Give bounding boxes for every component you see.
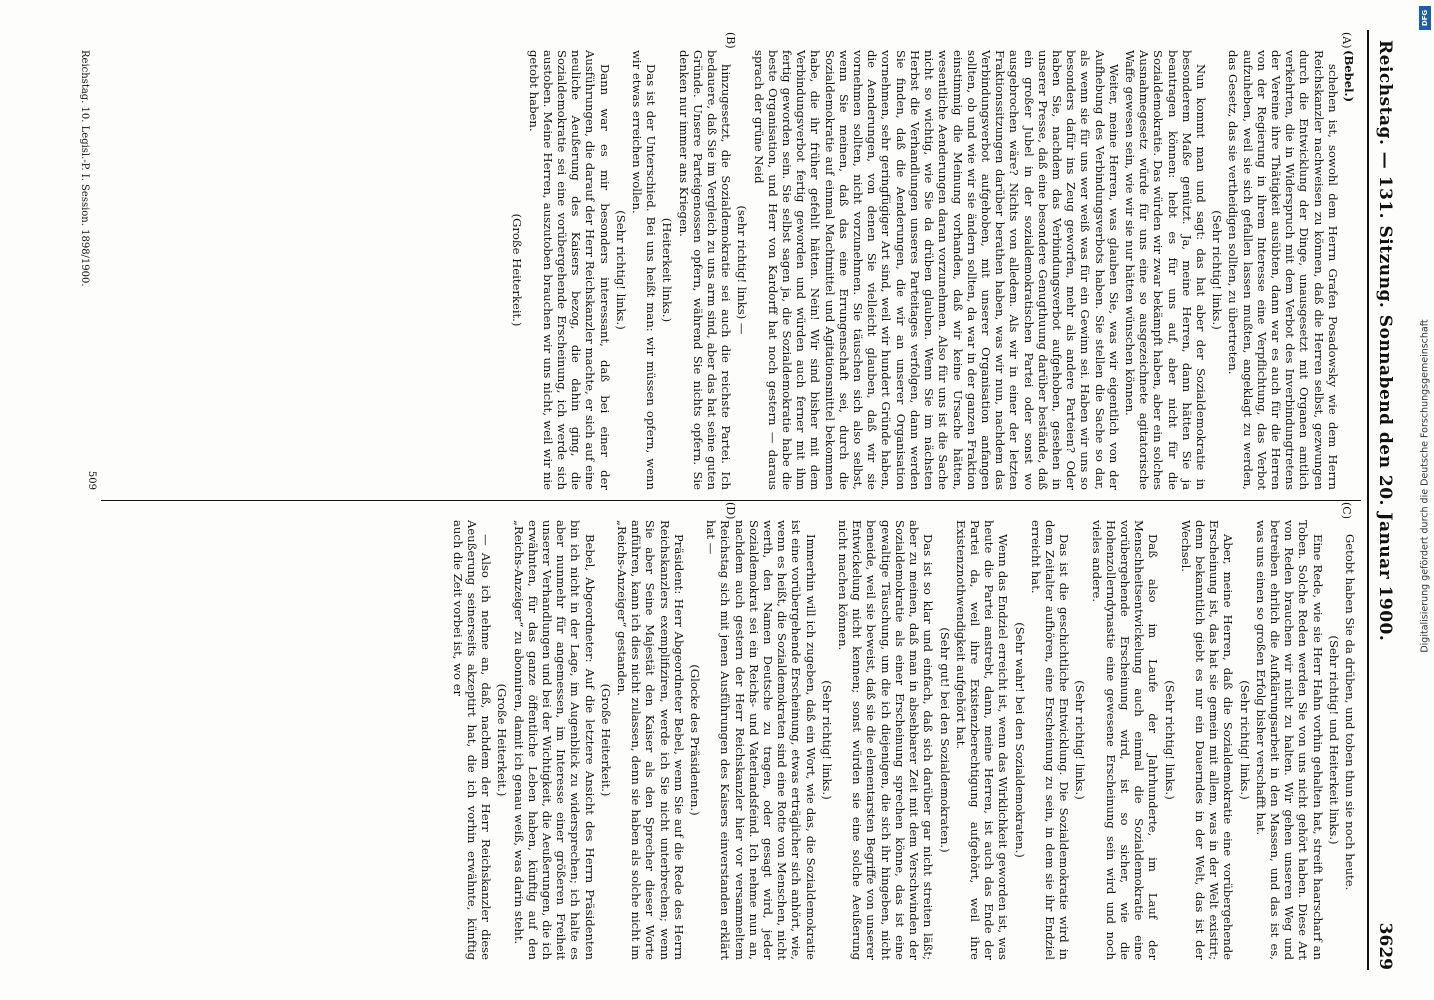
interjection: (Glocke des Präsidenten.) <box>688 664 703 816</box>
paragraph: Getobt haben Sie da drüben, und toben thun sie noch heute. <box>1343 534 1357 891</box>
interjection: (Große Heiterkeit.) <box>598 683 613 797</box>
page-number: 3629 <box>1375 922 1395 970</box>
interjection: (Sehr richtig! links.) <box>1162 680 1177 800</box>
column-divider <box>101 500 1361 501</box>
paragraph: Das ist so klar und einfach, daß sich darüber gar nicht streiten läßt; aber zu meinen, daß man in absehbarer Zeit mit dem Verschwinden der Sozialdemokratie als einer Erscheinung sprechen könne, das ist eine gewaltige Täuschung, um die ich diejenigen, die sich ihr hingeben, nicht beneide, weil sie beweist, daß sie die elementarsten Begriffe von unserer Entwickelung nicht kennen; sonst würden sie eine solche Aeußerung nicht machen können. <box>836 520 936 960</box>
paragraph: Präsident: Herr Abgeordneter Bebel, wenn Sie auf die Rede des Herrn Reichskanzlers exemplifiziren, werde ich Sie nicht unterbrechen; wenn Sie aber Seine Majestät den Kaiser als den Sprecher dieser Worte anführen, kann ich dies nicht zulassen, denn sie haben als solche nicht im „Reichs-Anzeiger“ gestanden. <box>615 520 686 960</box>
signature-line <box>77 50 97 490</box>
paragraph: — Also ich nehme an, daß, nachdem der Herr Reichskanzler diese Aeußerung seinerseits akzeptirt hat, die ich vorhin erwähnte, künftig auch die Zeit vorbei ist, wo er <box>450 520 494 960</box>
header-title: Reichstag. — 131. Sitzung. Sonnabend den 20. Januar 1900. <box>1375 40 1395 642</box>
paragraph: Dann war es mir besonders interessant, daß bei einer der Ausführungen, die darauf der Herr Reichskanzler machte, er sich auf eine neuliche Aeußerung des Kaisers bezog, die dahin ging, die Sozialdemokratie sei eine vorübergehende Erscheinung, ich werde sich austoben. Meine Herren, auszutoben brauchen wir uns nicht, weil wir nie getobt haben. <box>526 50 612 490</box>
interjection: (Sehr richtig! links.) <box>1073 680 1088 800</box>
interjection: (Große Heiterkeit.) <box>510 213 525 327</box>
signature-number: 509 <box>86 470 97 490</box>
margin-letter-d: (D) <box>724 502 737 520</box>
paragraph: Daß also im Laufe der Jahrhunderte, im Lauf der Menschheitsentwickelung auch einmal die Sozialdemokratie eine vorübergehende Erscheinung wird, ist so sicher, wie die Hohenzollerndynastie eine gewesene Erscheinung sein wird und noch vieles andere. <box>1089 520 1161 960</box>
paragraph: Wenn das Endziel erreicht ist, wenn das Wirklichkeit geworden ist, was heute die Partei anstrebt, dann, meine Herren, ist auch das Ende der Partei da, weil ihre Existenzberechtigung aufgehört, weil ihre Existenznothwendigkeit aufgehört hat. <box>953 520 1011 960</box>
column-right <box>107 520 1357 960</box>
margin-letter-c: (C) <box>1340 502 1353 519</box>
margin-letter-b: (B) <box>724 32 737 49</box>
dfg-credit-text: Digitalisierung gefördert durch die Deutsche Forschungsgemeinschaft <box>1419 319 1431 653</box>
paragraph: Bebel, Abgeordneter: Auf die letztere Ansicht des Herrn Präsidenten bin ich nicht in der Lage, im Augenblick zu widersprechen; ich halte es aber nunmehr für angemessen, im Interesse einer größeren Freiheit unserer Verhandlungen und bei der Wichtigkeit, die Aeußerungen, die ich erwähnten, für das ganze öffentliche Leben haben, künftig auf den „Reichs-Anzeiger“ zu abonniren, damit ich genau weiß, was darin steht. <box>511 520 597 960</box>
interjection: (Sehr richtig! links.) <box>1210 210 1225 330</box>
interjection: (Sehr wahr! bei den Sozialdemokraten.) <box>1012 622 1027 858</box>
paragraph: schehen ist, sowohl dem Herrn Grafen Posadowsky wie dem Herrn Reichskanzler nachweisen zu können, daß die Herren selbst, gezwungen durch die Entwicklung der Dinge, unausgesetzt mit Organen amtlich verkehrten, die in Widerspruch mit dem Verbot des Inverbindungtretens der Vereine ihre Thätigkeit ausübten, dann war es auch für die Herren von der Regierung in ihrem Interesse eine Verpflichtung, das Verbot aufzuheben, weil sie sich gefallen lassen mußten, angeklagt zu werden, das Gesetz, das sie vertheidigen sollten, zu übertreten. <box>1226 50 1340 490</box>
margin-letter-a: (A) <box>1340 32 1353 49</box>
speaker-name: (Bebel.) <box>1342 50 1356 103</box>
paragraph: hinzugesetzt, die Sozialdemokratie sei auch die reichste Partei. Ich bedauere, daß Sie im Vergleich zu uns arm sind, aber das hat seine guten Gründe. Unsere Parteigenossen opfern, während Sie nichts opfern. Sie denken nur immer ans Kriegen. <box>676 50 734 490</box>
signature-text: Reichstag. 10. Legisl.-P. I. Session. 1898/1900. <box>79 50 90 287</box>
interjection: (Sehr richtig! links.) <box>613 210 628 330</box>
interjection: (Sehr gut! bei den Sozialdemokraten.) <box>937 627 952 853</box>
dfg-logo: DFG <box>1419 6 1431 30</box>
paragraph: Weiter, meine Herren, was glauben Sie, was wir eigentlich von der Aufhebung des Verbindungsverbots haben. Sie stellen die Sache so dar, als wenn sie für uns wer weiß was für ein Gewinn sei. Haben wir uns so besonders dafür ins Zeug geworfen, mehr als andere Parteien? Oder haben Sie, nachdem das Verbindungsverbot aufgehoben, gesehen in unserer Presse, daß eine besondere Genugthuung darüber bestände, daß ein großer Jubel in der sozialdemokratischen Partei oder sonst wo ausgebrochen wäre? Nichts von alledem. Als wir in einer der letzten Fraktionssitzungen darüber berathen haben, was wir nun, nachdem das Verbindungsverbot aufgehoben, mit unserer Organisation anfangen sollten, ob und wie wir sie ändern sollten, da war in der ganzen Fraktion einstimmig die Meinung vorhanden, daß wir keine Ursache hätten, wesentliche Aenderungen daran vorzunehmen. Also für uns ist die Sache nicht so wichtig, wie Sie da drüben glauben. Wenn Sie im nächsten Herbst die Verhandlungen unseres Parteitages verfolgen, dann werden Sie finden, daß die Aenderungen, die wir an unserer Organisation vornehmen, sehr geringfügiger Art sind, weil wir hundert Gründe haben, die Aenderungen, von denen Sie vielleicht glauben, daß wir sie vornehmen sollten, nicht vorzunehmen. Sie täuschen sich also selbst, wenn Sie meinen, daß das eine Errungenschaft sei, durch die Sozialdemokratie auf einmal Machtmittel und Agitationsmittel bekommen habe, die ihr früher gefehlt hätten. Nein! Wir sind bisher mit dem Verbindungsverbot fertig geworden und würden auch ferner mit ihm fertig geworden sein. Sie selbst sagen ja, die Sozialdemokratie habe die beste Organisation, und Herr von Kardorff hat noch gestern — daraus sprach der grüne Neid <box>751 50 1121 490</box>
paragraph: Das ist der Unterschied. Bei uns heißt man: wir müssen opfern, wenn wir etwas erreichen wollen. <box>630 50 659 490</box>
rotated-document <box>37 30 1397 970</box>
column-left <box>107 50 1357 490</box>
interjection: (Sehr richtig! links.) <box>819 680 834 800</box>
interjection: (Große Heiterkeit.) <box>495 683 510 797</box>
paragraph: Das ist die geschichtliche Entwicklung. Die Sozialdemokratie wird in dem Zeitalter aufhören, eine Erscheinung zu sein, in dem sie ihr Endziel erreicht hat. <box>1028 520 1072 960</box>
paragraph: Nun kommt man und sagt: das hat aber der Sozialdemokratie in besonderem Maße genützt. Ja, meine Herren, dann hätten Sie ja beantragen können: hebt es für uns auf, aber nicht für die Sozialdemokratie. Das würden wir zwar bekämpft haben, aber ein solches Ausnahmegesetz würde für uns eine so ausgezeichnete agitatorische Waffe gewesen sein, wie wir sie nur hätten wünschen können. <box>1122 50 1208 490</box>
interjection: (Heiterkeit links.) <box>660 217 675 323</box>
dfg-sidebar <box>1418 6 1432 966</box>
paragraph: Eine Rede, wie sie Herr Hahn vorhin gehalten hat, streift haarscharf an Toben. Solche Reden werden Sie von uns nicht gehört haben. Diese Art von Reden brauchen wir nicht zu halten. Wir gehen unseren Weg und betreiben ehrlich die Aufklärungsarbeit in den Massen, und das ist es, was uns einen so großen Erfolg bisher verschafft hat. <box>1253 520 1325 960</box>
paragraph: Immerhin will ich zugeben, daß ein Wort, wie das, die Sozialdemokratie ist eine vorübergehende Erscheinung, etwas erträglicher sich anhört, wie, wenn es heißt, die Sozialdemokraten sind eine Rotte von Menschen, nicht werth, den Namen Deutsche zu tragen, oder gesagt wird, jeder Sozialdemokrat sei ein Reichs- und Vaterlandsfeind. Ich nehme nun an, nachdem auch gestern der Herr Reichskanzler hier vor versammeltem Reichstag sich mit jenen Ausführungen des Kaisers einverstanden erklärt hat — <box>704 520 818 960</box>
interjection: (Sehr richtig! und Heiterkeit links.) <box>1326 635 1341 845</box>
paragraph: Aber, meine Herren, daß die Sozialdemokratie eine vorübergehende Erscheinung ist, das hat sie gemein mit allem, was in der Welt existirt; denn bekanntlich giebt es nur ein Dauerndes in der Welt, das ist der Wechsel. <box>1178 520 1236 960</box>
interjection: (sehr richtig! links) — <box>735 205 750 335</box>
interjection: (Sehr richtig! links.) <box>1237 680 1252 800</box>
page-header <box>1367 30 1397 970</box>
